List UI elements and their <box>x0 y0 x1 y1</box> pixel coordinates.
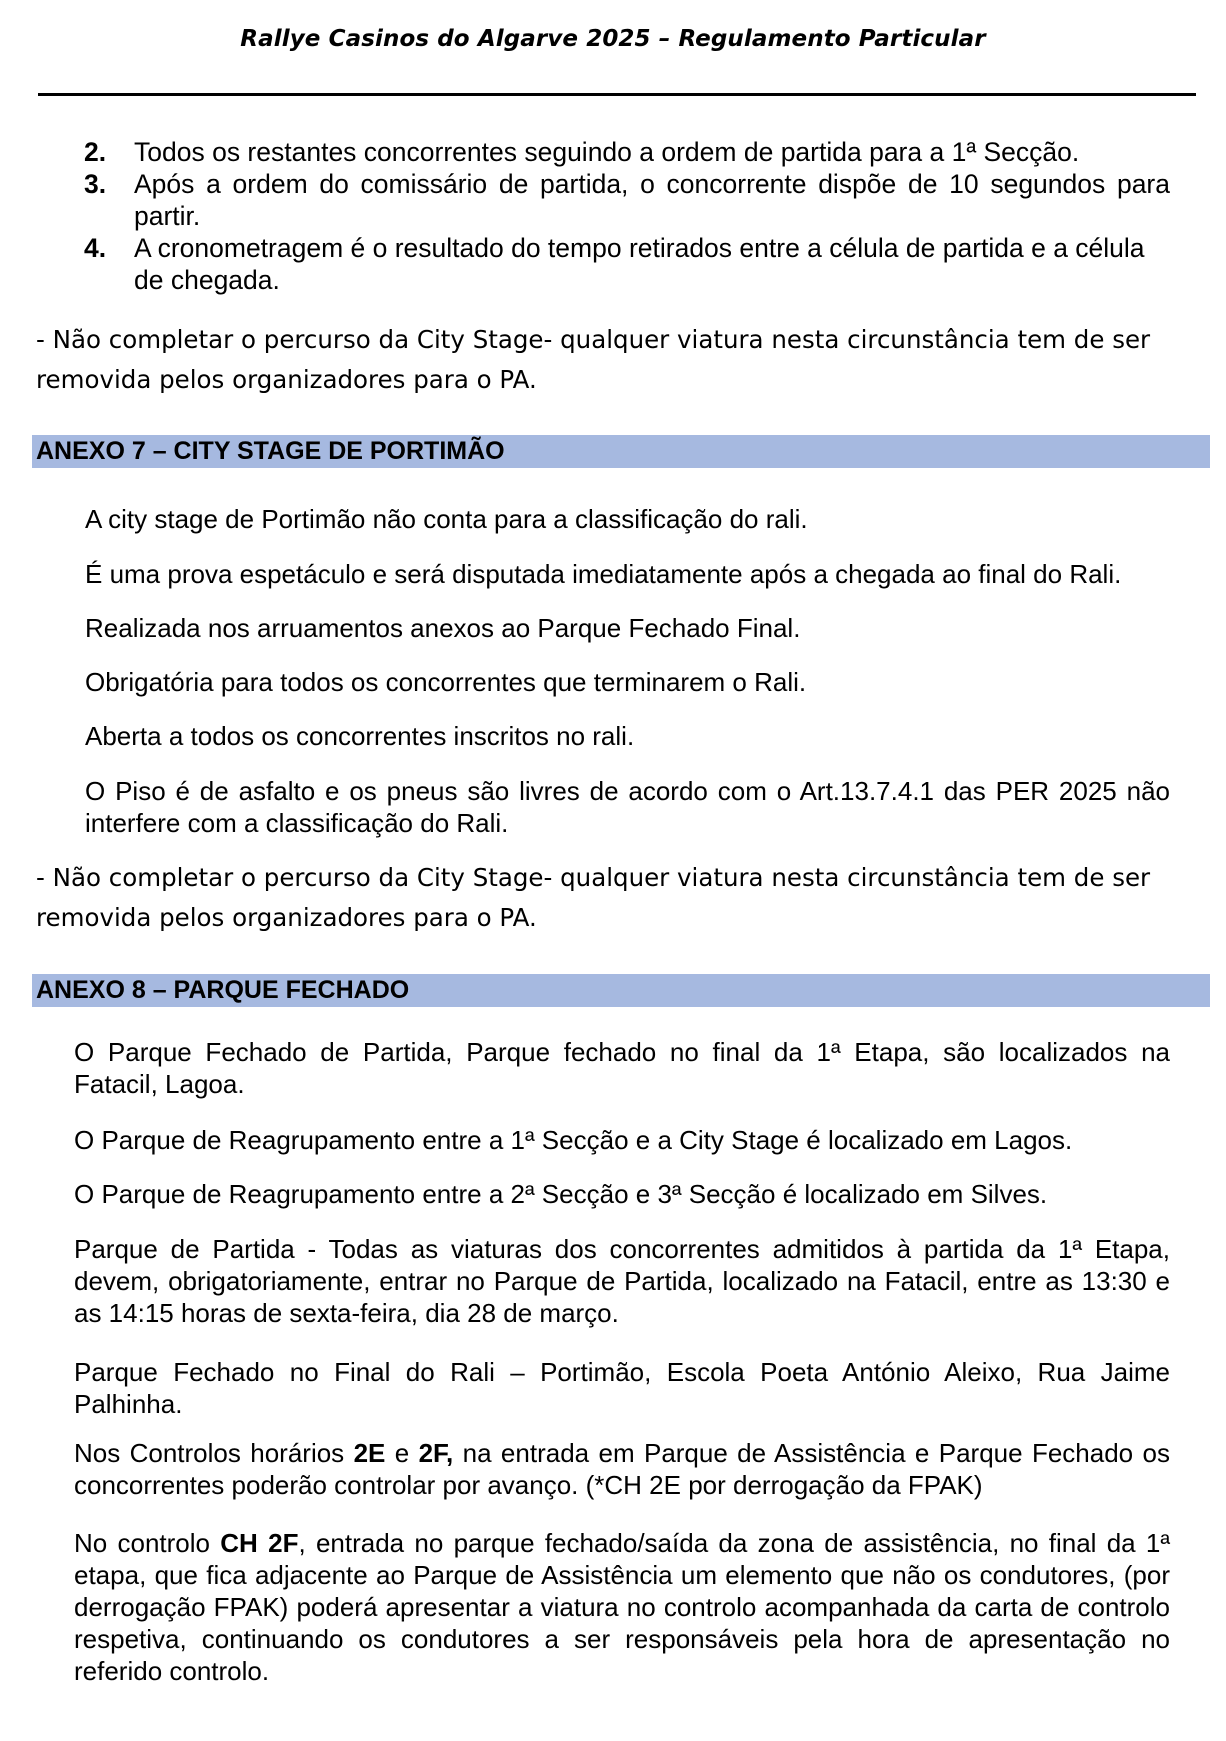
annex-8-paragraph: Parque Fechado no Final do Rali – Portimão, Escola Poeta António Aleixo, Rua Jaime Palhinha. <box>74 1357 1170 1419</box>
text-run: No controlo <box>74 1528 221 1558</box>
city-stage-note: - Não completar o percurso da City Stage- qualquer viatura nesta circunstância tem de ser removida pelos organizadores para o PA. <box>36 863 1151 932</box>
annex-7-paragraph: Obrigatória para todos os concorrentes que terminarem o Rali. <box>85 667 807 697</box>
list-item <box>84 232 1170 296</box>
list-item <box>84 136 1170 168</box>
annex-7-paragraph: Aberta a todos os concorrentes inscritos no rali. <box>85 721 635 751</box>
annex-7-paragraph: A city stage de Portimão não conta para a classificação do rali. <box>85 504 808 534</box>
annex-8-paragraph <box>74 1527 1170 1687</box>
header-divider <box>38 93 1196 96</box>
text-run: , entrada no parque fechado/saída da zona de assistência, no final da 1ª etapa, que fica adjacente ao Parque de Assistência um elemento que não os condutores, (por derrogação FPAK) poderá apresentar a viatura no controlo acompanhada da carta de controlo respetiva, continuando os condutores a ser responsáveis pela hora de apresentação no referido controlo. <box>74 1528 1170 1686</box>
list-item-number: 2. <box>84 137 107 167</box>
list-item-text: Após a ordem do comissário de partida, o concorrente dispõe de 10 segundos para partir. <box>134 169 1170 231</box>
control-code: CH 2F <box>220 1528 299 1558</box>
annex-8-paragraph: O Parque Fechado de Partida, Parque fechado no final da 1ª Etapa, são localizados na Fatacil, Lagoa. <box>74 1037 1170 1099</box>
text-run: e <box>385 1438 419 1468</box>
control-code: 2F, <box>418 1438 454 1468</box>
numbered-list <box>84 136 1170 296</box>
annex-8-paragraph: O Parque de Reagrupamento entre a 1ª Secção e a City Stage é localizado em Lagos. <box>74 1125 1073 1155</box>
list-item <box>84 168 1170 232</box>
list-item-text: Todos os restantes concorrentes seguindo a ordem de partida para a 1ª Secção. <box>134 137 1080 167</box>
page-header-title: Rallye Casinos do Algarve 2025 – Regulamento Particular <box>240 26 986 52</box>
annex-8-paragraph: Parque de Partida - Todas as viaturas dos concorrentes admitidos à partida da 1ª Etapa, devem, obrigatoriamente, entrar no Parque de Partida, localizado na Fatacil, entre as 13:30 e as 14:15 horas de sexta-feira, dia 28 de março. <box>74 1234 1170 1328</box>
list-item-number: 3. <box>84 169 107 199</box>
city-stage-note: - Não completar o percurso da City Stage- qualquer viatura nesta circunstância tem de ser removida pelos organizadores para o PA. <box>36 325 1151 394</box>
text-run: na entrada em Parque de Assistência e Parque Fechado os concorrentes poderão controlar por avanço. (*CH 2E por derrogação da FPAK) <box>74 1438 1170 1500</box>
annex-8-paragraph <box>74 1437 1170 1501</box>
list-item-text: A cronometragem é o resultado do tempo retirados entre a célula de partida e a célula de chegada. <box>134 233 1145 295</box>
annex-8-paragraph: O Parque de Reagrupamento entre a 2ª Secção e 3ª Secção é localizado em Silves. <box>74 1179 1048 1209</box>
control-code: 2E <box>353 1438 386 1468</box>
annex-8-heading: ANEXO 8 – PARQUE FECHADO <box>32 974 1210 1007</box>
annex-7-paragraph: O Piso é de asfalto e os pneus são livres de acordo com o Art.13.7.4.1 das PER 2025 não interfere com a classificação do Rali. <box>85 776 1170 838</box>
text-run: Nos Controlos horários <box>74 1438 354 1468</box>
annex-7-paragraph: Realizada nos arruamentos anexos ao Parque Fechado Final. <box>85 613 801 643</box>
annex-7-heading: ANEXO 7 – CITY STAGE DE PORTIMÃO <box>32 435 1210 468</box>
list-item-number: 4. <box>84 233 107 263</box>
annex-7-paragraph: É uma prova espetáculo e será disputada imediatamente após a chegada ao final do Rali. <box>85 559 1122 589</box>
